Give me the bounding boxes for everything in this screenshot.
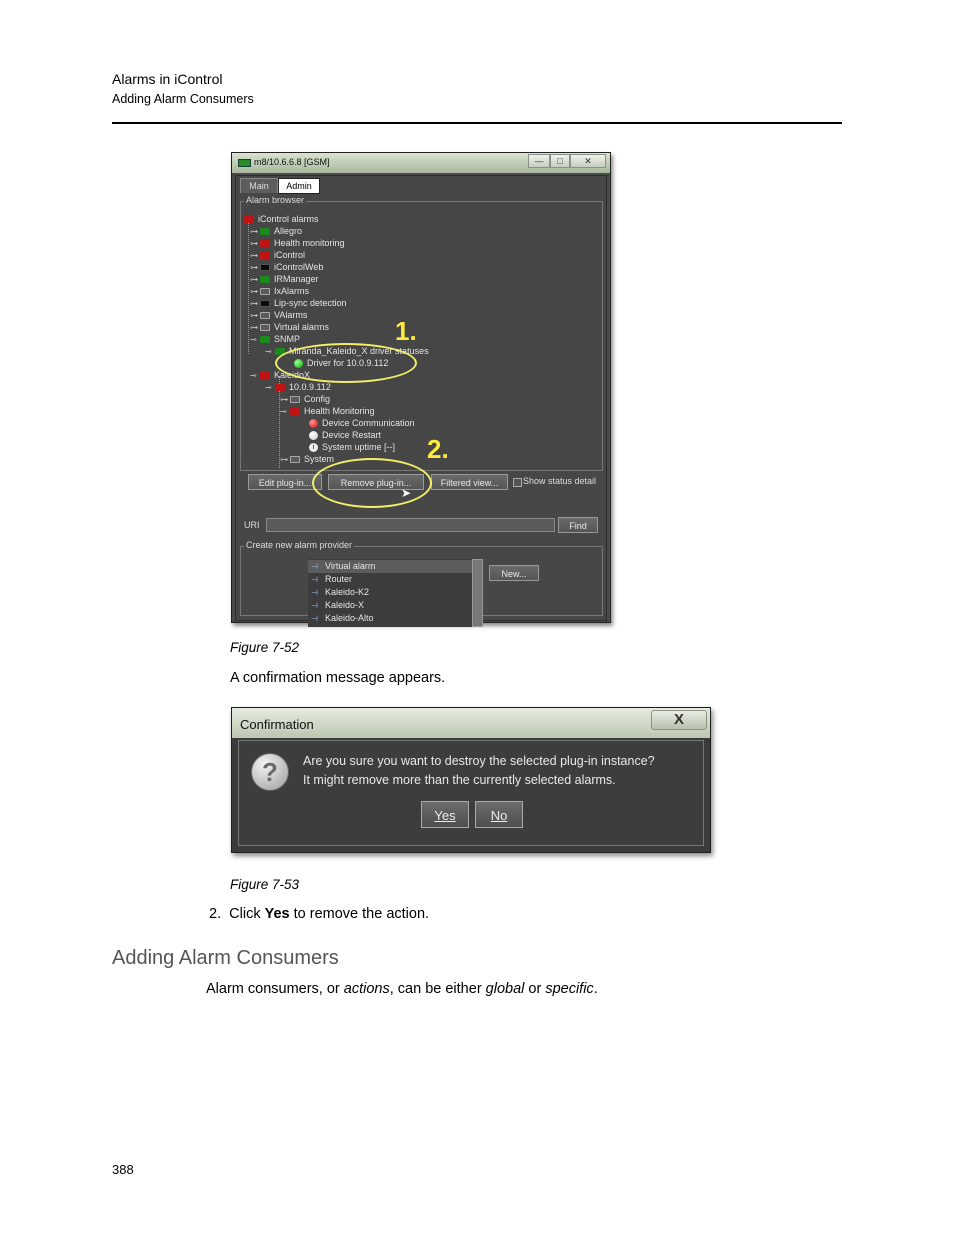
plugin-icon: ⊣ (311, 562, 318, 571)
tree-node[interactable]: ⊸ KaleidoX (250, 370, 311, 380)
expand-key-icon[interactable]: ⊶ (250, 227, 258, 236)
callout-ellipse-1 (275, 343, 417, 383)
question-icon: ? (251, 753, 289, 791)
expand-key-icon[interactable]: ⊶ (250, 251, 258, 260)
alarm-browser-label: Alarm browser (246, 195, 305, 205)
folder-gray-icon (260, 288, 270, 295)
expand-key-icon[interactable]: ⊶ (250, 299, 258, 308)
tree-node[interactable]: i System uptime [--] (309, 441, 395, 453)
expand-key-icon[interactable]: ⊶ (250, 311, 258, 320)
figure-caption-53: Figure 7-53 (230, 877, 300, 892)
callout-number-2: 2. (427, 434, 449, 464)
collapse-key-icon[interactable]: ⊸ (250, 335, 257, 344)
expand-key-icon[interactable]: ⊶ (250, 287, 258, 296)
folder-green-icon (260, 276, 270, 283)
list-item[interactable]: ⊣ Kaleido-X (311, 600, 365, 610)
step-bold-yes: Yes (264, 906, 290, 922)
tree-node[interactable]: Device Communication (309, 417, 415, 429)
folder-green-icon (260, 228, 270, 235)
dialog-body (238, 740, 704, 846)
tree-node[interactable]: ⊶ Health monitoring (250, 238, 345, 248)
folder-red-icon (275, 384, 285, 391)
window-titlebar (232, 153, 610, 173)
step-number: 2. (209, 906, 222, 922)
status-red-icon (309, 419, 318, 428)
find-button[interactable]: Find (558, 517, 598, 533)
info-icon: i (309, 443, 318, 452)
plugin-icon: ⊣ (311, 588, 318, 597)
tree-node[interactable]: ⊸ 10.0.9.112 (265, 382, 331, 392)
confirmation-dialog-screenshot (231, 707, 711, 853)
minimize-button[interactable]: — (528, 154, 550, 168)
figure-caption-52: Figure 7-52 (230, 640, 300, 655)
folder-red-icon (260, 252, 270, 259)
tree-node[interactable]: ⊸ SNMP (250, 334, 301, 344)
dialog-title: Confirmation (240, 717, 314, 732)
folder-red-icon (244, 216, 254, 223)
folder-green-icon (260, 336, 270, 343)
edit-plugin-button[interactable]: Edit plug-in... (248, 474, 322, 490)
tree-node[interactable]: ⊸ Health Monitoring (280, 406, 375, 416)
collapse-key-icon[interactable]: ⊸ (250, 371, 257, 380)
expand-key-icon[interactable]: ⊶ (280, 395, 288, 404)
show-status-label: Show status detail (523, 476, 597, 486)
alarm-tree[interactable] (244, 206, 600, 463)
folder-black-icon (260, 300, 270, 307)
tree-node[interactable]: ⊸ Miranda_Kaleido_X driver statuses (265, 346, 429, 356)
yes-button[interactable]: Yes (421, 801, 469, 828)
close-button[interactable]: ✕ (570, 154, 606, 168)
tree-node[interactable]: ⊶ iControlWeb (250, 262, 324, 272)
tree-node[interactable]: ⊶ VAlarms (250, 310, 308, 320)
tree-node[interactable]: ⊶ Lip-sync detection (250, 298, 347, 308)
tab-main[interactable]: Main (240, 178, 278, 193)
mouse-cursor-icon: ➤ (401, 486, 412, 500)
dialog-close-button[interactable]: X (651, 710, 707, 730)
create-provider-label: Create new alarm provider (246, 540, 353, 550)
uri-label: URI (244, 520, 260, 530)
folder-red-icon (260, 372, 270, 379)
tree-node-driver[interactable]: Driver for 10.0.9.112 (294, 357, 388, 369)
folder-gray-icon (260, 312, 270, 319)
header-rule (112, 122, 842, 124)
plugin-icon: ⊣ (311, 614, 318, 623)
collapse-key-icon[interactable]: ⊸ (265, 383, 272, 392)
tree-node[interactable]: ⊶ IRManager (250, 274, 319, 284)
dialog-message-line2: It might remove more than the currently selected alarms. (303, 773, 616, 787)
expand-key-icon[interactable]: ⊶ (250, 263, 258, 272)
expand-key-icon[interactable]: ⊶ (250, 239, 258, 248)
tree-node[interactable]: ⊶ Allegro (250, 226, 303, 236)
tree-node[interactable]: iControl alarms (244, 213, 319, 225)
tree-node[interactable]: ⊶ Virtual alarms (250, 322, 329, 332)
new-provider-button[interactable]: New... (489, 565, 539, 581)
folder-gray-icon (290, 396, 300, 403)
running-header-chapter: Alarms in iControl (112, 71, 223, 87)
callout-ellipse-2 (312, 458, 432, 508)
remove-plugin-button[interactable]: Remove plug-in... (328, 474, 424, 490)
expand-key-icon[interactable]: ⊶ (250, 323, 258, 332)
window-title: m8/10.6.6.8 [GSM] (254, 157, 330, 167)
tree-node[interactable]: ⊶ iControl (250, 250, 306, 260)
no-button[interactable]: No (475, 801, 523, 828)
dialog-titlebar (232, 708, 710, 738)
section-paragraph: Alarm consumers, or actions, can be either global or specific. (206, 981, 598, 997)
tree-node[interactable]: ⊶ IxAlarms (250, 286, 310, 296)
confirmation-text: A confirmation message appears. (230, 670, 446, 686)
list-item[interactable]: ⊣ Virtual alarm (308, 560, 472, 573)
tree-node[interactable]: ⊶ System (280, 454, 335, 464)
dialog-message-line1: Are you sure you want to destroy the selected plug-in instance? (303, 754, 655, 768)
tree-node[interactable]: Device Restart (309, 429, 381, 441)
icontrol-window-screenshot (231, 152, 611, 623)
folder-black-icon (260, 264, 270, 271)
uri-input[interactable] (266, 518, 555, 532)
window-content (235, 175, 607, 621)
folder-red-icon (260, 240, 270, 247)
running-header-section: Adding Alarm Consumers (112, 92, 254, 106)
expand-key-icon[interactable]: ⊶ (280, 455, 288, 464)
show-status-checkbox[interactable] (513, 478, 522, 487)
expand-key-icon[interactable]: ⊶ (250, 275, 258, 284)
list-item[interactable]: ⊣ Kaleido-Alto (311, 613, 374, 623)
list-item[interactable]: ⊣ Kaleido-K2 (311, 587, 370, 597)
tab-admin[interactable]: Admin (278, 178, 320, 194)
list-item[interactable]: ⊣ Router (311, 574, 353, 584)
folder-gray-icon (260, 324, 270, 331)
collapse-key-icon[interactable]: ⊸ (265, 347, 272, 356)
provider-list[interactable] (308, 559, 472, 627)
maximize-button[interactable]: □ (550, 154, 570, 168)
filtered-view-button[interactable]: Filtered view... (431, 474, 508, 490)
status-white-icon (309, 431, 318, 440)
section-heading: Adding Alarm Consumers (112, 947, 339, 969)
provider-list-scrollbar[interactable] (472, 559, 483, 627)
callout-number-1: 1. (395, 316, 417, 346)
plugin-icon: ⊣ (311, 601, 318, 610)
step-text-post: to remove the action. (289, 906, 430, 922)
tree-node[interactable]: ⊶ Config (280, 394, 331, 404)
step-2 (209, 906, 429, 922)
step-text-pre: Click (229, 906, 265, 922)
app-icon (238, 159, 251, 167)
page-number: 388 (112, 1162, 134, 1177)
collapse-key-icon[interactable]: ⊸ (280, 407, 287, 416)
folder-gray-icon (290, 456, 300, 463)
folder-red-icon (290, 408, 300, 415)
plugin-icon: ⊣ (311, 575, 318, 584)
